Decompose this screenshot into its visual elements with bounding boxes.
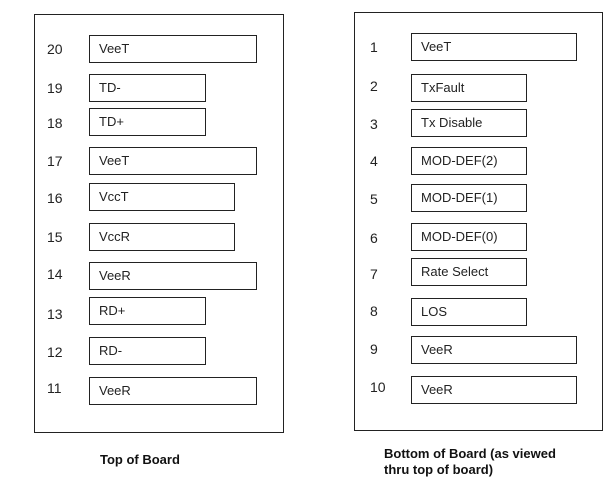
pin-number: 15 (47, 229, 63, 245)
pin-label-box: VeeT (411, 33, 577, 61)
pin-label-box: VeeT (89, 147, 257, 175)
pin-number: 3 (370, 116, 378, 132)
pin-number: 12 (47, 344, 63, 360)
pin-label-box: VccT (89, 183, 235, 211)
pin-number: 14 (47, 266, 63, 282)
pin-label-box: TxFault (411, 74, 527, 102)
pin-label-box: VeeR (411, 376, 577, 404)
pin-number: 18 (47, 115, 63, 131)
pin-number: 20 (47, 41, 63, 57)
pin-number: 10 (370, 379, 386, 395)
pin-number: 1 (370, 39, 378, 55)
pin-label-box: RD+ (89, 297, 206, 325)
pin-number: 13 (47, 306, 63, 322)
pin-number: 4 (370, 153, 378, 169)
pin-number: 11 (47, 380, 62, 396)
top-of-board-panel (34, 14, 284, 433)
pin-number: 16 (47, 190, 63, 206)
pin-label-box: MOD-DEF(0) (411, 223, 527, 251)
pin-label-box: TD- (89, 74, 206, 102)
pin-label-box: Rate Select (411, 258, 527, 286)
pin-number: 2 (370, 78, 378, 94)
pin-label-box: TD+ (89, 108, 206, 136)
pin-number: 9 (370, 341, 378, 357)
pin-label-box: VeeR (89, 262, 257, 290)
pin-label-box: VccR (89, 223, 235, 251)
pin-number: 8 (370, 303, 378, 319)
pin-number: 5 (370, 191, 378, 207)
bottom-of-board-panel (354, 12, 603, 431)
pin-label-box: Tx Disable (411, 109, 527, 137)
bottom-of-board-caption-line1: Bottom of Board (as viewed (384, 446, 556, 461)
pin-label-box: VeeR (89, 377, 257, 405)
pin-number: 6 (370, 230, 378, 246)
bottom-of-board-caption-line2: thru top of board) (384, 462, 494, 477)
pin-label-box: MOD-DEF(1) (411, 184, 527, 212)
pin-number: 19 (47, 80, 63, 96)
pin-label-box: VeeR (411, 336, 577, 364)
pin-label-box: VeeT (89, 35, 257, 63)
top-of-board-caption: Top of Board (100, 452, 180, 467)
pin-label-box: RD- (89, 337, 206, 365)
pin-label-box: MOD-DEF(2) (411, 147, 527, 175)
pin-number: 17 (47, 153, 63, 169)
pin-number: 7 (370, 266, 378, 282)
pin-label-box: LOS (411, 298, 527, 326)
